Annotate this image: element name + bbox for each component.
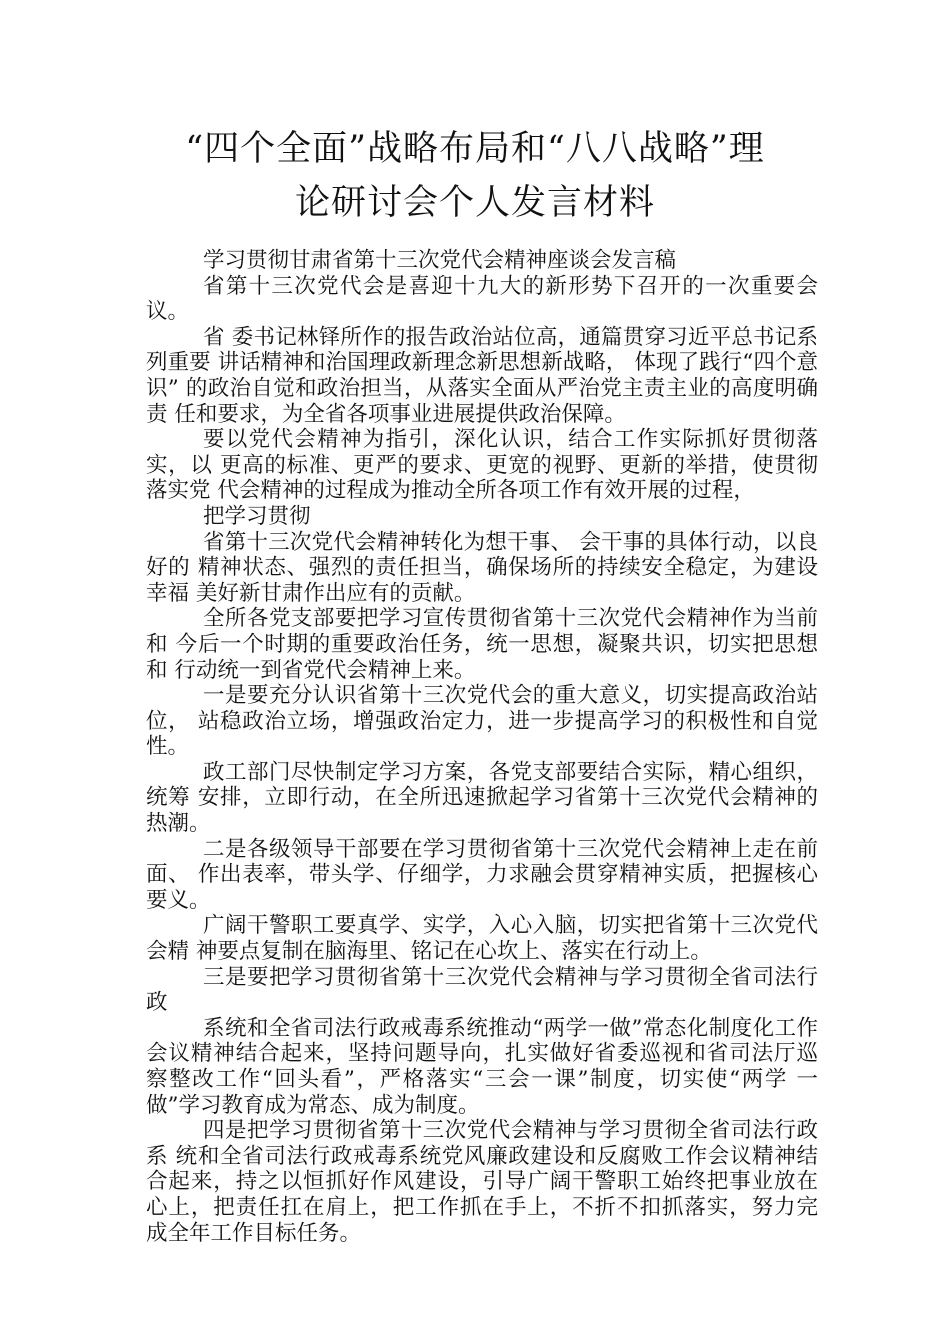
title-line-2: 论研讨会个人发言材料 — [294, 183, 655, 223]
paragraph: 三是要把学习贯彻省第十三次党代会精神与学习贯彻全省司法行政 — [146, 964, 818, 1016]
paragraph: 四是把学习贯彻省第十三次党代会精神与学习贯彻全省司法行政系 统和全省司法行政戒毒系统党风廉政建设和反腐败工作会议精神结 合起来，持之以恒抓好作风建设，引导广阔干警职工始终把事业放在 心上，把责任扛在肩上，把工作抓在手上，不折不扣抓落实，努力完 成全年工作目标任务。 — [146, 1118, 818, 1246]
paragraph: 广阔干警职工要真学、实学，入心入脑，切实把省第十三次党代会精 神要点复制在脑海里、铭记在心坎上、落实在行动上。 — [146, 913, 818, 965]
paragraph: 全所各党支部要把学习宣传贯彻省第十三次党代会精神作为当前和 今后一个时期的重要政治任务，统一思想，凝聚共识，切实把思想和 行动统一到省党代会精神上来。 — [146, 606, 818, 683]
paragraph: 要以党代会精神为指引，深化认识，结合工作实际抓好贯彻落实，以 更高的标准、更严的要求、更宽的视野、更新的举措，使贯彻落实党 代会精神的过程成为推动全所各项工作有效开展的过程， — [146, 427, 818, 504]
document-title — [100, 122, 850, 230]
paragraph: 省第十三次党代会精神转化为想干事、 会干事的具体行动，以良好的 精神状态、强烈的责任担当，确保场所的持续安全稳定，为建设幸福 美好新甘肃作出应有的贡献。 — [146, 529, 818, 606]
title-line-1: “四个全面”战略布局和“八八战略”理 — [185, 129, 765, 169]
document-body — [146, 248, 818, 1246]
paragraph: 省第十三次党代会是喜迎十九大的新形势下召开的一次重要会议。 — [146, 273, 818, 325]
paragraph: 系统和全省司法行政戒毒系统推动“两学一做”常态化制度化工作 会议精神结合起来，坚持问题导向，扎实做好省委巡视和省司法厅巡 察整改工作“回头看”，严格落实“三会一课”制度，切实使“两学 一做”学习教育成为常态、成为制度。 — [146, 1015, 818, 1118]
paragraph: 一是要充分认识省第十三次党代会的重大意义，切实提高政治站位， 站稳政治立场，增强政治定力，进一步提高学习的积极性和自觉性。 — [146, 683, 818, 760]
paragraph: 把学习贯彻 — [203, 503, 311, 529]
paragraph: 省 委书记林铎所作的报告政治站位高，通篇贯穿习近平总书记系列重要 讲话精神和治国理政新理念新思想新战略， 体现了践行“四个意识” 的政治自觉和政治担当，从落实全面从严治党主责主业的高度明确责 任和要求，为全省各项事业进展提供政治保障。 — [146, 324, 818, 427]
paragraph-subtitle: 学习贯彻甘肃省第十三次党代会精神座谈会发言稿 — [203, 248, 677, 273]
paragraph: 政工部门尽快制定学习方案，各党支部要结合实际，精心组织，统筹 安排，立即行动，在全所迅速掀起学习省第十三次党代会精神的热潮。 — [146, 759, 818, 837]
paragraph: 二是各级领导干部要在学习贯彻省第十三次党代会精神上走在前面、 作出表率，带头学、仔细学，力求融会贯穿精神实质，把握核心要义。 — [146, 836, 818, 913]
